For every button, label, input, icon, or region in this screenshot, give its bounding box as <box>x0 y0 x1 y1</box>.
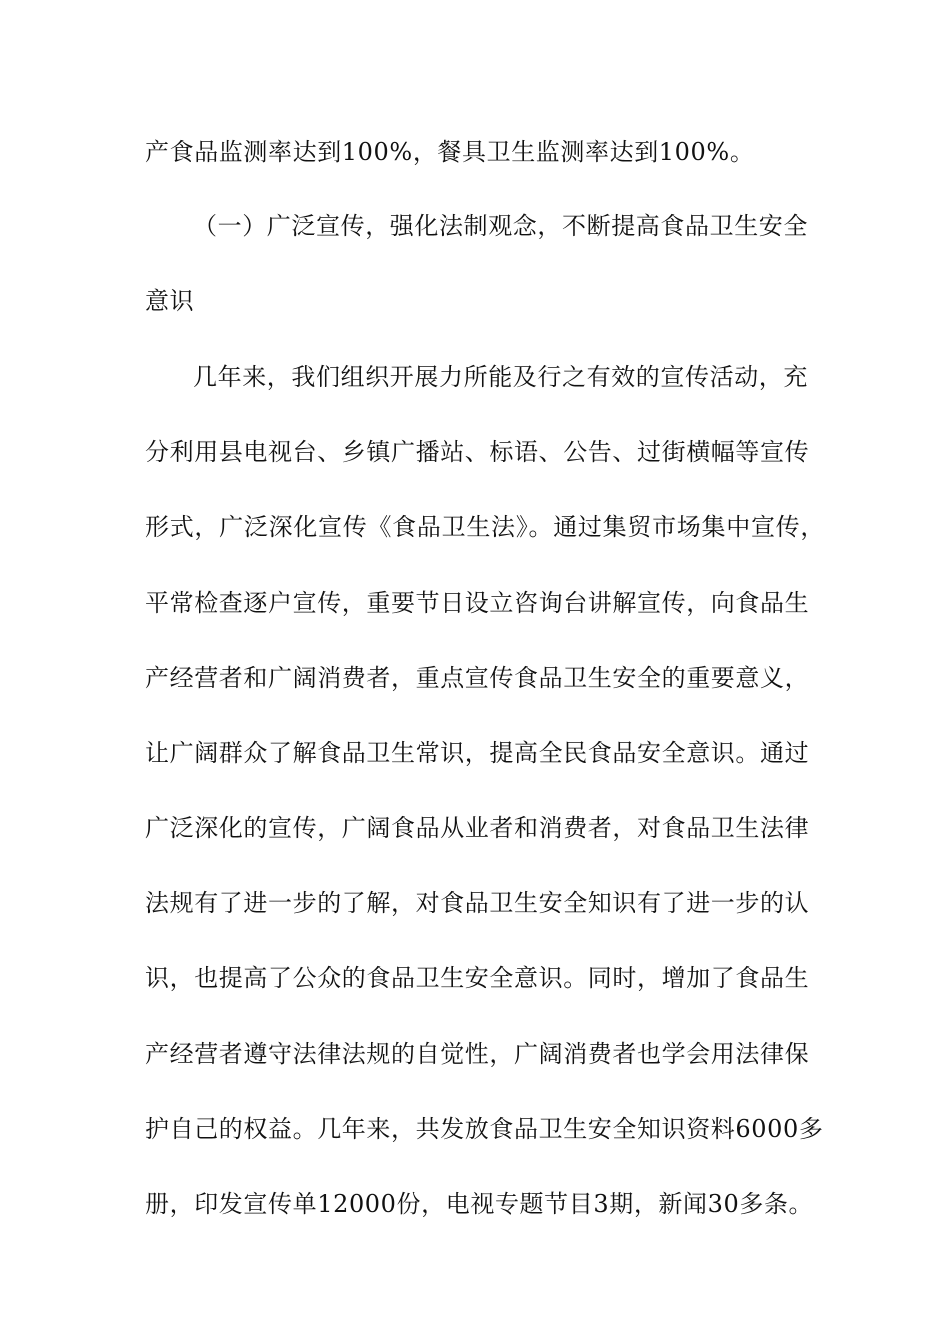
paragraph-line: 分利用县电视台、乡镇广播站、标语、公告、过街横幅等宣传 <box>145 438 810 466</box>
paragraph-line: 法规有了进一步的了解，对食品卫生安全知识有了进一步的认 <box>145 889 810 917</box>
paragraph-line: 形式，广泛深化宣传《食品卫生法》。通过集贸市场集中宣传， <box>145 513 825 541</box>
paragraph-line: 识，也提高了公众的食品卫生安全意识。同时，增加了食品生 <box>145 964 810 992</box>
paragraph-line: 产经营者遵守法律法规的自觉性，广阔消费者也学会用法律保 <box>145 1040 810 1068</box>
paragraph-line: 产食品监测率达到100%，餐具卫生监测率达到100%。 <box>145 138 755 166</box>
section-heading-line: 意识 <box>145 287 195 315</box>
paragraph-line: 产经营者和广阔消费者，重点宣传食品卫生安全的重要意义， <box>145 664 810 692</box>
paragraph-line: 广泛深化的宣传，广阔食品从业者和消费者，对食品卫生法律 <box>145 814 810 842</box>
paragraph-line: 让广阔群众了解食品卫生常识，提高全民食品安全意识。通过 <box>145 739 810 767</box>
paragraph-line: 护自己的权益。几年来，共发放食品卫生安全知识资料6000多 <box>145 1115 824 1143</box>
paragraph-line: 几年来，我们组织开展力所能及行之有效的宣传活动，充 <box>193 363 808 391</box>
section-heading-line: （一）广泛宣传，强化法制观念，不断提高食品卫生安全 <box>193 212 808 240</box>
paragraph-line: 册，印发宣传单12000份，电视专题节目3期，新闻30多条。 <box>145 1190 814 1218</box>
paragraph-line: 平常检查逐户宣传，重要节日设立咨询台讲解宣传，向食品生 <box>145 589 810 617</box>
